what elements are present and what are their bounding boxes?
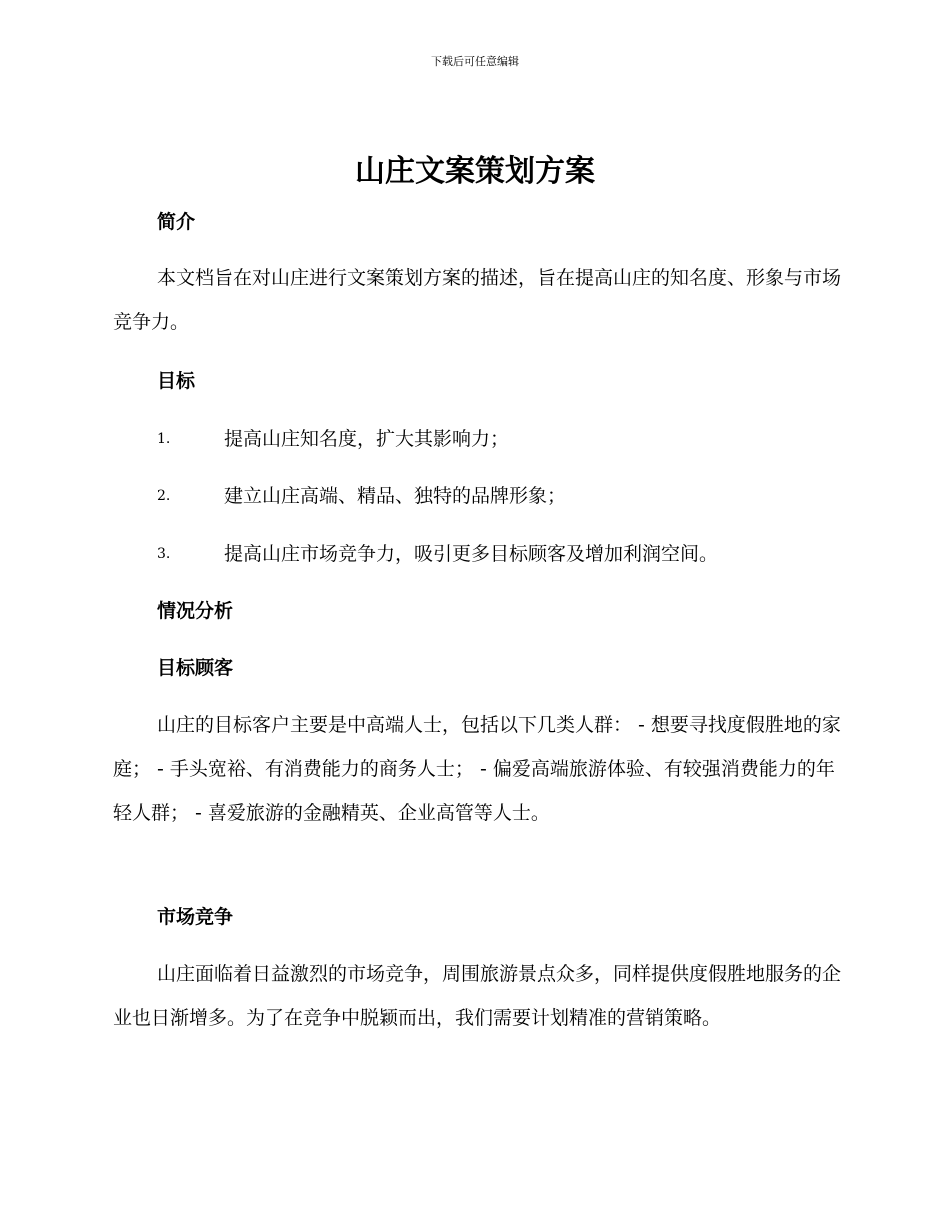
list-item-number: 1. [157, 431, 171, 447]
competition-paragraph: 山庄面临着日益激烈的市场竞争，周围旅游景点众多，同样提供度假胜地服务的企业也日渐增多。为了在竞争中脱颖而出，我们需要计划精准的营销策略。 [113, 963, 842, 1029]
list-item-text: 提高山庄市场竞争力，吸引更多目标顾客及增加利润空间。 [224, 543, 719, 565]
list-item-text: 建立山庄高端、精品、独特的品牌形象； [224, 485, 567, 507]
section-heading-competition: 市场竞争 [157, 906, 234, 928]
section-heading-goals: 目标 [157, 370, 196, 392]
list-item-text: 提高山庄知名度，扩大其影响力； [224, 428, 510, 450]
list-item [157, 539, 847, 569]
target-customers-paragraph: 山庄的目标客户主要是中高端人士，包括以下几类人群： - 想要寻找度假胜地的家庭； - 手头宽裕、有消费能力的商务人士； - 偏爱高端旅游体验、有较强消费能力的年轻人群； - 喜爱旅游的金融精英、企业高管等人士。 [113, 714, 841, 824]
intro-paragraph: 本文档旨在对山庄进行文案策划方案的描述，旨在提高山庄的知名度、形象与市场竞争力。 [113, 267, 842, 333]
section-heading-target-customers: 目标顾客 [157, 657, 234, 679]
header-note: 下载后可任意编辑 [431, 55, 519, 68]
section-heading-analysis: 情况分析 [157, 600, 234, 622]
list-item [157, 481, 847, 511]
list-item-number: 2. [157, 488, 171, 504]
document-title: 山庄文案策划方案 [355, 154, 595, 189]
list-item-number: 3. [157, 546, 171, 562]
section-heading-intro: 简介 [157, 211, 196, 233]
list-item [157, 424, 847, 454]
